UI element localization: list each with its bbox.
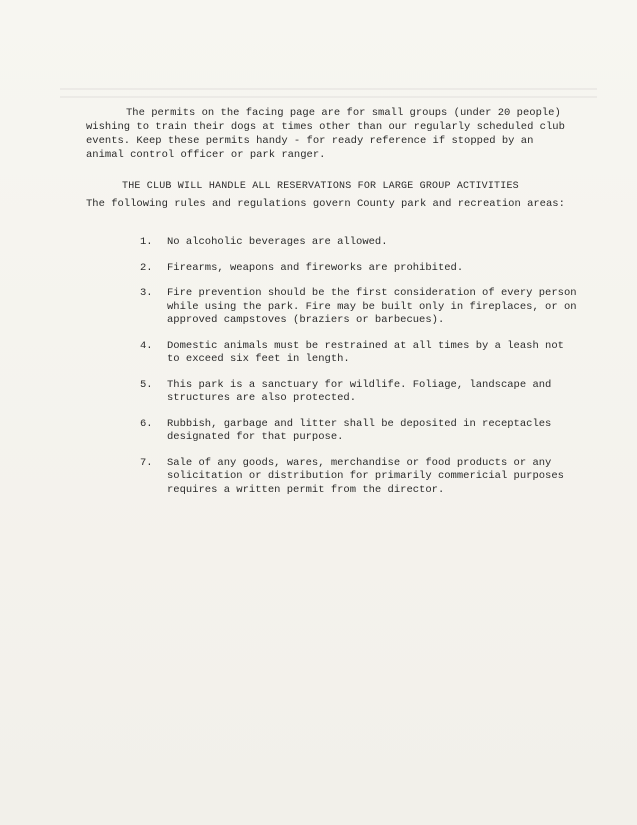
intro-text: The permits on the facing page are for small groups (under 20 people) wishing to train their dogs at times other than our regularly scheduled club events. Keep these permits handy - for ready reference if stopped by an animal control officer or park ranger. bbox=[86, 107, 565, 161]
bleed-through-line bbox=[60, 96, 597, 98]
rule-text: Fire prevention should be the first consideration of every person while using the park. Fire may be built only in fireplaces, or on approved campstoves (braziers or barbecues). bbox=[167, 287, 577, 326]
rule-text: Sale of any goods, wares, merchandise or food products or any solicitation or distribution for primarily commericial purposes requires a written permit from the director. bbox=[167, 456, 564, 496]
rule-number: 3. bbox=[140, 287, 153, 299]
reservations-heading: THE CLUB WILL HANDLE ALL RESERVATIONS FOR LARGE GROUP ACTIVITIES bbox=[122, 181, 519, 192]
rule-number: 5. bbox=[140, 378, 153, 391]
rule-text: Rubbish, garbage and litter shall be deposited in receptacles designated for that purpose. bbox=[167, 417, 552, 443]
rules-list bbox=[140, 236, 600, 509]
rule-text: Domestic animals must be restrained at all times by a leash not to exceed six feet in length. bbox=[167, 339, 564, 365]
rule-number: 7. bbox=[140, 456, 153, 469]
rule-item bbox=[140, 340, 600, 367]
rule-item bbox=[140, 379, 600, 406]
rule-text: This park is a sanctuary for wildlife. Foliage, landscape and structures are also protected. bbox=[167, 378, 552, 404]
rule-item bbox=[140, 287, 600, 328]
rule-item bbox=[140, 262, 600, 276]
rule-text: No alcoholic beverages are allowed. bbox=[167, 236, 388, 248]
rules-lead-sentence: The following rules and regulations govern County park and recreation areas: bbox=[86, 198, 565, 210]
rule-item bbox=[140, 457, 600, 498]
rule-text: Firearms, weapons and fireworks are prohibited. bbox=[167, 261, 464, 274]
bleed-through-line bbox=[60, 88, 597, 90]
rule-item bbox=[140, 236, 600, 250]
rule-item bbox=[140, 418, 600, 445]
rule-number: 2. bbox=[140, 261, 153, 274]
rule-number: 1. bbox=[140, 236, 153, 248]
rule-number: 6. bbox=[140, 417, 153, 430]
intro-paragraph bbox=[86, 106, 586, 162]
rule-number: 4. bbox=[140, 339, 153, 352]
